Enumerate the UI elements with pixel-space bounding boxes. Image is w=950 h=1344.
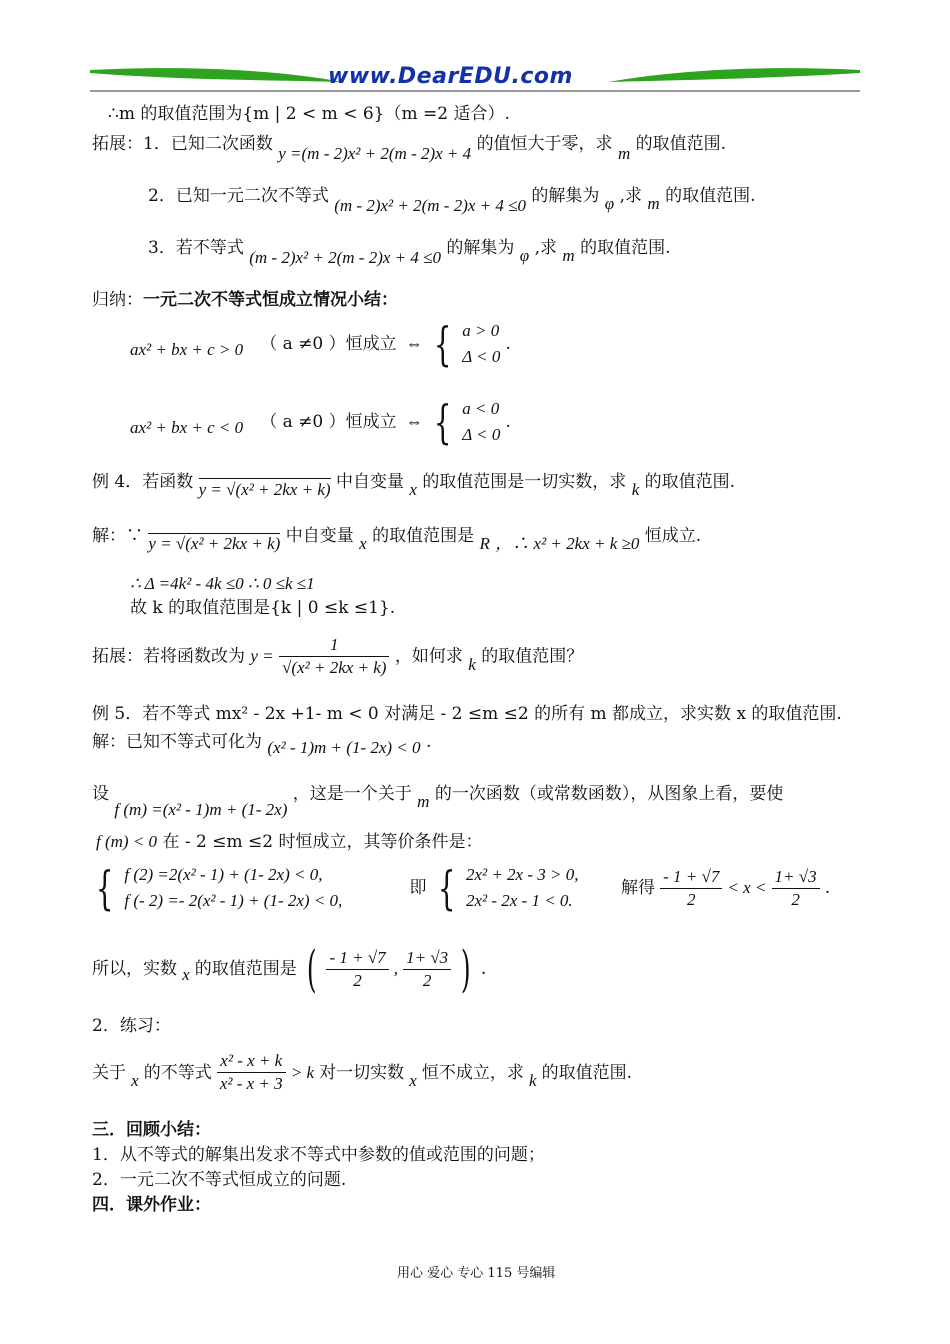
numerator: x² - x + k	[217, 1050, 286, 1073]
denominator: 2	[791, 889, 800, 909]
fraction-2	[403, 947, 451, 992]
extension-4	[92, 634, 583, 679]
left-paren: (	[306, 940, 317, 998]
var-R: R	[479, 534, 490, 553]
brace: {	[433, 317, 452, 371]
comma: ,	[393, 959, 398, 978]
denominator: x² - x + 3	[219, 1074, 283, 1093]
jie-text: 解得	[621, 878, 656, 898]
text: 解：∵	[92, 526, 143, 546]
fraction-1	[660, 866, 722, 911]
brace: {	[433, 395, 452, 449]
text: ，如何求	[394, 646, 463, 667]
phi: φ	[604, 194, 615, 213]
formula: y =(m - 2)x² + 2(m - 2)x + 4	[278, 144, 472, 163]
text: ,求	[619, 186, 642, 206]
solution-4	[92, 526, 702, 553]
denominator: 2	[422, 970, 432, 990]
practice-question	[92, 1050, 632, 1095]
numerator: 1+ √3	[403, 947, 451, 970]
text: 的取值范围.	[635, 134, 727, 154]
text: ，这是一个关于	[292, 784, 412, 804]
conclusion	[92, 940, 487, 998]
var-x: x	[182, 965, 190, 984]
fraction	[279, 634, 389, 679]
formula: f (m) < 0	[96, 832, 158, 851]
ji-text: 即	[409, 878, 427, 898]
fraction-1	[326, 947, 388, 992]
y-equals: y =	[250, 646, 274, 666]
text: 解：已知不等式可化为	[92, 732, 262, 752]
numerator: - 1 + √7	[326, 947, 388, 970]
text: 例 4．若函数	[92, 472, 194, 492]
text: 的一次函数（或常数函数），从图象上看，要使	[434, 784, 784, 804]
dot: .	[505, 334, 511, 354]
dot: .	[480, 959, 487, 979]
section-3-heading: 三．回顾小结：	[92, 1120, 211, 1140]
formula: y = √(x² + 2kx + k)	[198, 480, 331, 499]
system-1	[124, 862, 394, 914]
solution-5	[92, 732, 432, 757]
var-k: k	[528, 1070, 537, 1090]
dot: .	[824, 878, 831, 898]
formula: ax² + bx + c > 0	[130, 340, 244, 359]
right-paren: )	[461, 940, 471, 998]
iff-symbol: ⇔	[405, 412, 423, 431]
text: 的不等式	[143, 1062, 212, 1083]
text: 关于	[92, 1062, 126, 1083]
text: 拓展：1．已知二次函数	[92, 134, 273, 154]
set-function	[92, 784, 784, 819]
text: 的取值范围.	[541, 1062, 632, 1083]
system-line: 2x² - 2x - 1 < 0.	[465, 891, 573, 910]
text: ,求	[534, 238, 557, 258]
section-4-heading: 四．课外作业：	[92, 1195, 211, 1215]
left-swoosh	[90, 68, 343, 82]
text: 对一切实数	[319, 1062, 405, 1083]
condition: （ a ≠0 ）恒成立	[260, 412, 397, 432]
text: 的取值范围是	[372, 526, 475, 546]
text: 的取值范围.	[665, 186, 756, 206]
example-4	[92, 472, 736, 499]
var-k: k	[468, 654, 476, 674]
dot: .	[505, 412, 511, 432]
rule-1	[130, 318, 511, 370]
header-logo-text[interactable]: www.DearEDU.com	[328, 64, 573, 89]
summary-heading	[92, 290, 398, 310]
formula: ，∴ x² + 2kx + k ≥0	[495, 534, 640, 553]
fraction-2	[772, 866, 820, 911]
practice-heading: 2．练习：	[92, 1016, 171, 1036]
text: 中自变量	[285, 526, 354, 546]
denominator: 2	[686, 889, 696, 909]
text: 恒不成立，求	[421, 1062, 524, 1083]
right-swoosh	[608, 68, 860, 82]
var-m: m	[617, 144, 631, 163]
example-5: 例 5．若不等式 mx² - 2x +1- m < 0 对满足 - 2 ≤m ≤2 的所有 m 都成立，求实数 x 的取值范围.	[92, 704, 842, 724]
condition-line	[96, 832, 482, 852]
text: 的取值范围是一切实数，求	[422, 472, 627, 492]
var-x: x	[131, 1070, 139, 1090]
rule-2	[130, 396, 511, 448]
system-line: a > 0	[462, 321, 500, 340]
formula: (m - 2)x² + 2(m - 2)x + 4 ≤0	[249, 248, 441, 267]
numerator: 1	[279, 634, 389, 657]
formula: y = √(x² + 2kx + k)	[148, 534, 281, 553]
text: 设	[92, 784, 109, 804]
formula: f (m) =(x² - 1)m + (1- 2x)	[114, 800, 288, 819]
range-result-line: ∴m 的取值范围为{m | 2 < m < 6}（m =2 适合）.	[108, 104, 510, 124]
system-2	[466, 862, 606, 914]
system-line: a < 0	[462, 399, 500, 418]
system-line: Δ < 0	[462, 347, 501, 366]
text: 中自变量	[335, 472, 404, 492]
text: 在 - 2 ≤m ≤2 时恒成立，其等价条件是：	[162, 832, 483, 852]
inequality: < x <	[727, 878, 767, 897]
text: 的取值范围.	[580, 238, 671, 258]
brace: {	[95, 861, 114, 915]
text: 的取值范围.	[644, 472, 736, 492]
gt-k: > k	[290, 1062, 315, 1082]
system-line: Δ < 0	[462, 425, 501, 444]
fraction	[217, 1050, 286, 1095]
extension-3	[148, 238, 671, 267]
text: 恒成立.	[644, 526, 702, 546]
numerator: 1+ √3	[772, 866, 820, 889]
var-x: x	[359, 534, 367, 553]
dot: .	[425, 732, 432, 752]
text: 所以，实数	[92, 959, 177, 979]
condition: （ a ≠0 ）恒成立	[260, 334, 397, 354]
system	[462, 396, 500, 448]
var-m: m	[647, 194, 660, 213]
review-item-1: 1．从不等式的解集出发求不等式中参数的值或范围的问题；	[92, 1145, 545, 1165]
var-k: k	[631, 480, 640, 499]
text: 拓展：若将函数改为	[92, 646, 245, 667]
solution-4-line-3: 故 k 的取值范围是{k | 0 ≤k ≤1}.	[130, 598, 396, 618]
formula: (m - 2)x² + 2(m - 2)x + 4 ≤0	[334, 196, 526, 215]
text: 的值恒大于零，求	[476, 134, 613, 154]
numerator: - 1 + √7	[660, 866, 722, 889]
page-footer: 用心 爱心 专心 115 号编辑	[397, 1266, 556, 1281]
text: 归纳：	[92, 290, 143, 310]
solution-4-line-2: ∴ Δ =4k² - 4k ≤0 ∴ 0 ≤k ≤1	[130, 574, 315, 593]
var-m: m	[562, 246, 575, 265]
formula: (x² - 1)m + (1- 2x) < 0	[267, 738, 421, 757]
iff-symbol: ⇔	[405, 334, 423, 353]
var-m: m	[417, 792, 430, 811]
var-x: x	[409, 1070, 417, 1090]
text: 的解集为	[446, 238, 515, 258]
system	[462, 318, 500, 370]
text: 的取值范围？	[481, 646, 584, 667]
text: 的解集为	[531, 186, 600, 206]
brace: {	[437, 861, 455, 915]
text: 的取值范围是	[194, 959, 297, 979]
system-line: f (- 2) =- 2(x² - 1) + (1- 2x) < 0,	[124, 891, 343, 910]
extension-1	[92, 134, 727, 163]
review-item-2: 2．一元二次不等式恒成立的问题.	[92, 1170, 347, 1190]
formula: ax² + bx + c < 0	[130, 418, 244, 437]
system-block	[90, 862, 830, 914]
var-x: x	[409, 480, 417, 499]
system-line: f (2) =2(x² - 1) + (1- 2x) < 0,	[124, 865, 323, 884]
extension-2	[148, 186, 756, 215]
denominator: 2	[353, 970, 362, 990]
text: 2．已知一元二次不等式	[148, 186, 329, 206]
denominator: √(x² + 2kx + k)	[282, 658, 387, 677]
text: 3．若不等式	[148, 238, 244, 258]
bold-text: 一元二次不等式恒成立情况小结：	[143, 290, 398, 310]
phi: φ	[519, 246, 530, 265]
system-line: 2x² + 2x - 3 > 0,	[465, 865, 579, 884]
